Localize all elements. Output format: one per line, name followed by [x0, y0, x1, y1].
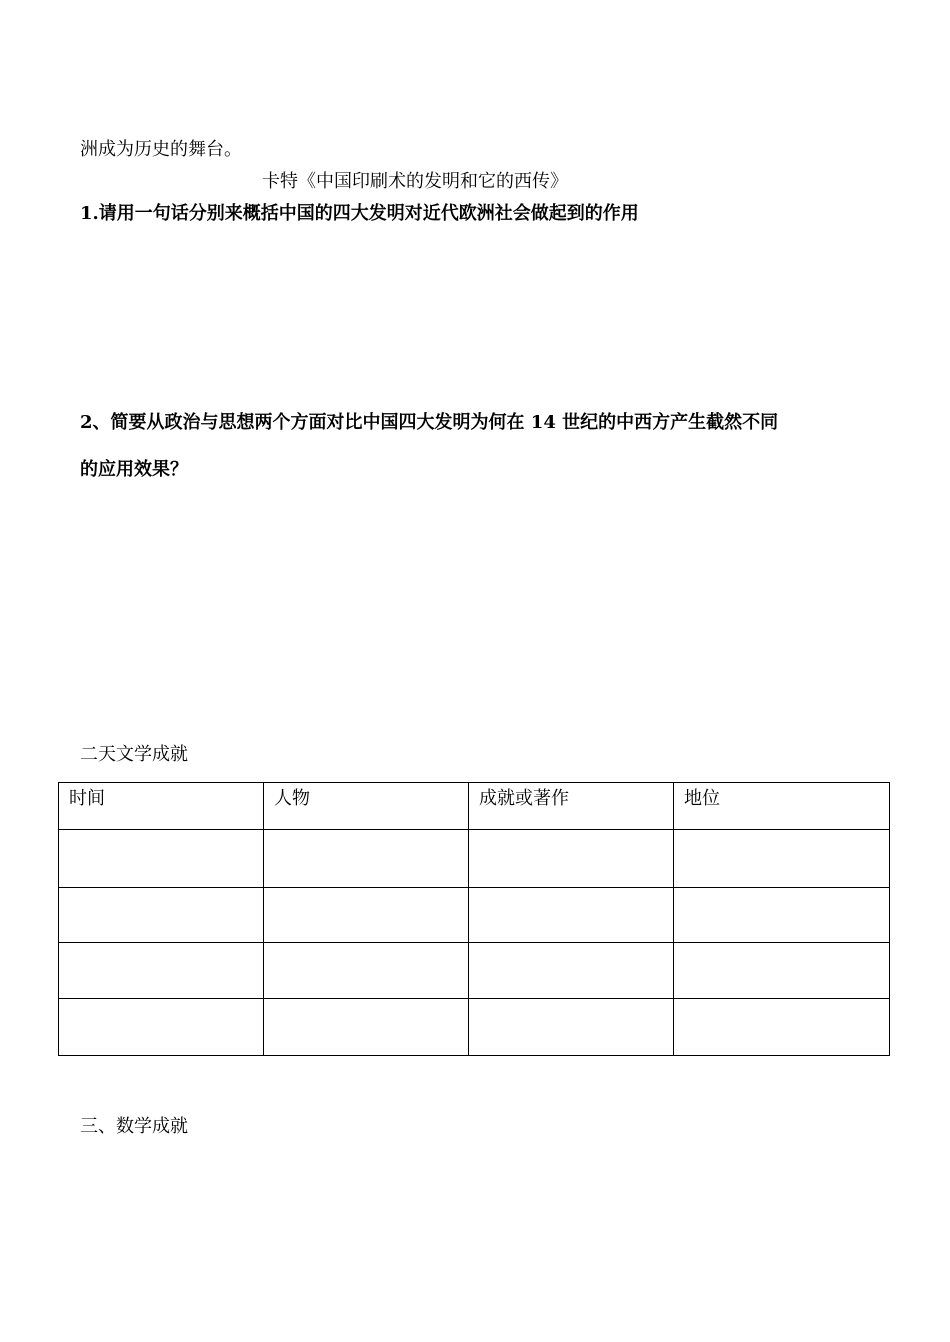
- header-cell-person: [264, 783, 469, 830]
- table-cell[interactable]: [674, 888, 890, 943]
- question-1: 1.请用一句话分别来概括中国的四大发明对近代欧洲社会做起到的作用: [80, 203, 639, 224]
- table-cell[interactable]: [469, 830, 674, 888]
- header-achievement: 成就或著作: [479, 788, 569, 809]
- table-cell[interactable]: [469, 943, 674, 999]
- table-cell[interactable]: [264, 888, 469, 943]
- table-cell[interactable]: [674, 999, 890, 1056]
- table-cell[interactable]: [264, 943, 469, 999]
- table-cell[interactable]: [264, 830, 469, 888]
- question-2-line-1: 2、简要从政治与思想两个方面对比中国四大发明为何在 14 世纪的中西方产生截然不同: [80, 412, 779, 433]
- table-cell[interactable]: [59, 943, 264, 999]
- table-cell[interactable]: [59, 999, 264, 1056]
- table-cell[interactable]: [59, 888, 264, 943]
- table-cell[interactable]: [469, 888, 674, 943]
- section-astronomy-title: 二天文学成就: [80, 744, 188, 765]
- table-header-row: [59, 783, 890, 830]
- table-row: [59, 830, 890, 888]
- citation: 卡特《中国印刷术的发明和它的西传》: [262, 171, 568, 192]
- table-cell[interactable]: [59, 830, 264, 888]
- intro-line: 洲成为历史的舞台。: [80, 139, 242, 160]
- table-row: [59, 888, 890, 943]
- question-2-line-2: 的应用效果？: [80, 459, 188, 480]
- astronomy-table: [58, 782, 890, 1056]
- header-time: 时间: [69, 788, 105, 809]
- header-cell-status: [674, 783, 890, 830]
- header-cell-achievement: [469, 783, 674, 830]
- header-cell-time: [59, 783, 264, 830]
- table-cell[interactable]: [469, 999, 674, 1056]
- table-cell[interactable]: [674, 943, 890, 999]
- header-person: 人物: [274, 788, 310, 809]
- table-row: [59, 943, 890, 999]
- table-cell[interactable]: [264, 999, 469, 1056]
- section-math-title: 三、数学成就: [80, 1116, 188, 1137]
- table-row: [59, 999, 890, 1056]
- table-cell[interactable]: [674, 830, 890, 888]
- header-status: 地位: [684, 788, 720, 809]
